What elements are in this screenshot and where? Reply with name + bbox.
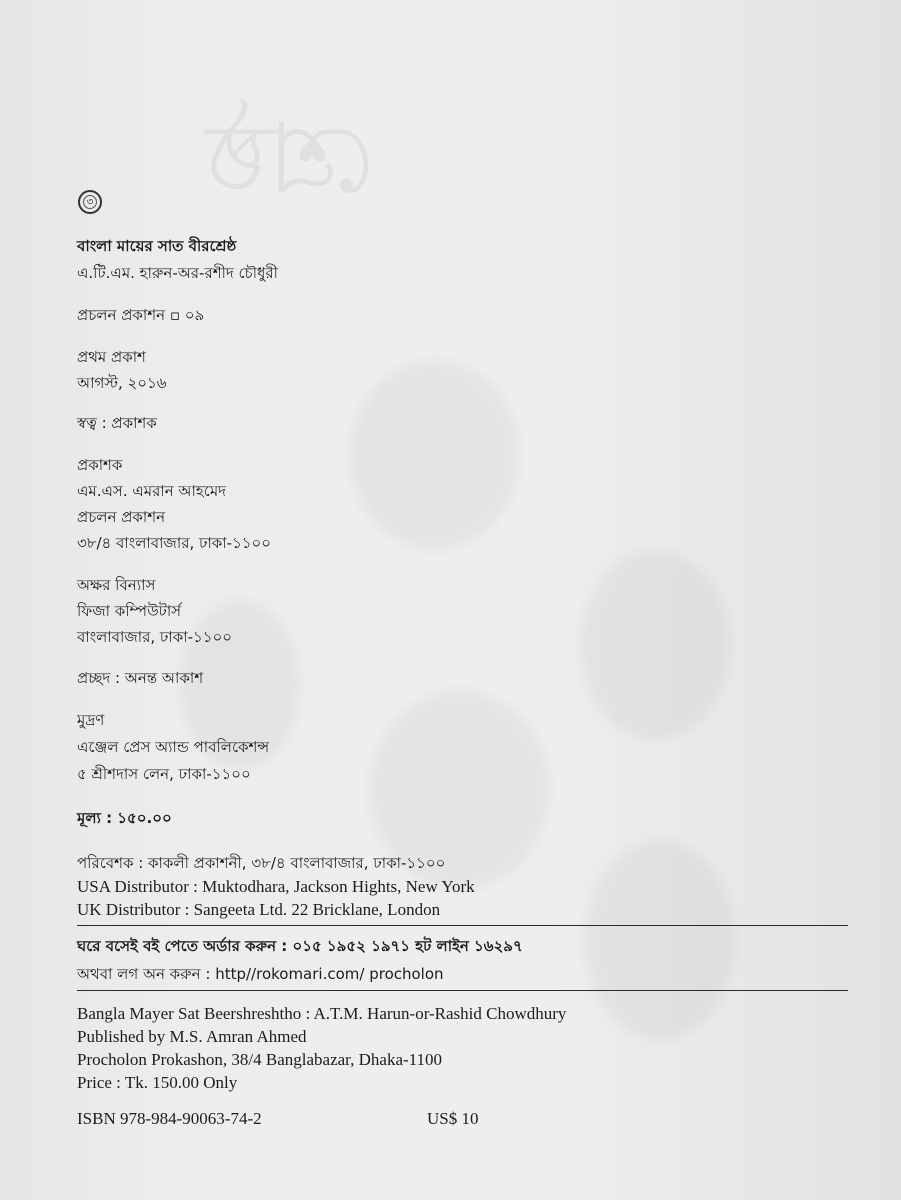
first-edition-label: প্রথম প্রকাশ — [77, 348, 146, 366]
typesetting-name: ফিজা কম্পিউটার্স — [77, 602, 182, 620]
price-bangla: মূল্য : ১৫০.০০ — [77, 809, 172, 827]
author-name: এ.টি.এম. হারুন-অর-রশীদ চৌধুরী — [77, 264, 278, 282]
bleed-through-figure — [580, 550, 730, 740]
english-price: Price : Tk. 150.00 Only — [77, 1073, 238, 1092]
typesetting-address: বাংলাবাজার, ঢাকা-১১০০ — [77, 628, 232, 646]
english-publisher: Published by M.S. Amran Ahmed — [77, 1027, 307, 1046]
printing-name: এঞ্জেল প্রেস অ্যান্ড পাবলিকেশন্স — [77, 738, 270, 756]
english-title-author: Bangla Mayer Sat Beershreshtho : A.T.M. Harun-or-Rashid Chowdhury — [77, 1004, 567, 1023]
bleed-through-figure — [585, 840, 735, 1040]
divider — [77, 990, 848, 991]
book-title: বাংলা মায়ের সাত বীরশ্রেষ্ঠ — [77, 237, 237, 255]
uk-distributor: UK Distributor : Sangeeta Ltd. 22 Bricklane, London — [77, 900, 441, 919]
printing-address: ৫ শ্রীশদাস লেন, ঢাকা-১১০০ — [77, 765, 251, 783]
distributor-bangla: পরিবেশক : কাকলী প্রকাশনী, ৩৮/৪ বাংলাবাজার, ঢাকা-১১০০ — [77, 854, 446, 872]
english-address: Procholon Prokashon, 38/4 Banglabazar, Dhaka-1100 — [77, 1050, 443, 1069]
bleed-through-figure — [350, 360, 520, 550]
publisher-house: প্রচলন প্রকাশন — [77, 508, 166, 526]
copyright-holder: স্বত্ব : প্রকাশক — [77, 414, 157, 432]
usd-price: US$ 10 — [427, 1109, 479, 1128]
series-number: প্রচলন প্রকাশন ▫ ০৯ — [77, 306, 205, 324]
bleed-through-title: শ্রেষ্ঠ — [205, 103, 377, 215]
usa-distributor: USA Distributor : Muktodhara, Jackson Hights, New York — [77, 877, 475, 896]
publisher-address: ৩৮/৪ বাংলাবাজার, ঢাকা-১১০০ — [77, 534, 272, 552]
typesetting-label: অক্ষর বিন্যাস — [77, 576, 156, 594]
order-hotline: ঘরে বসেই বই পেতে অর্ডার করুন : ০১৫ ১৯৫২ ১৯৭১ হট লাইন ১৬২৯৭ — [77, 937, 523, 955]
printing-label: মুদ্রণ — [77, 711, 105, 729]
first-edition-date: আগস্ট, ২০১৬ — [77, 374, 167, 392]
publisher-name: এম.এস. এমরান আহমেদ — [77, 482, 227, 500]
publisher-emblem-icon: ৩ — [78, 190, 102, 214]
cover-designer: প্রচ্ছদ : অনন্ত আকাশ — [77, 669, 204, 687]
online-order: অথবা লগ অন করুন : http//rokomari.com/ procholon — [77, 965, 444, 983]
publisher-label: প্রকাশক — [77, 456, 123, 474]
isbn: ISBN 978-984-90063-74-2 — [77, 1109, 262, 1128]
divider — [77, 925, 848, 926]
